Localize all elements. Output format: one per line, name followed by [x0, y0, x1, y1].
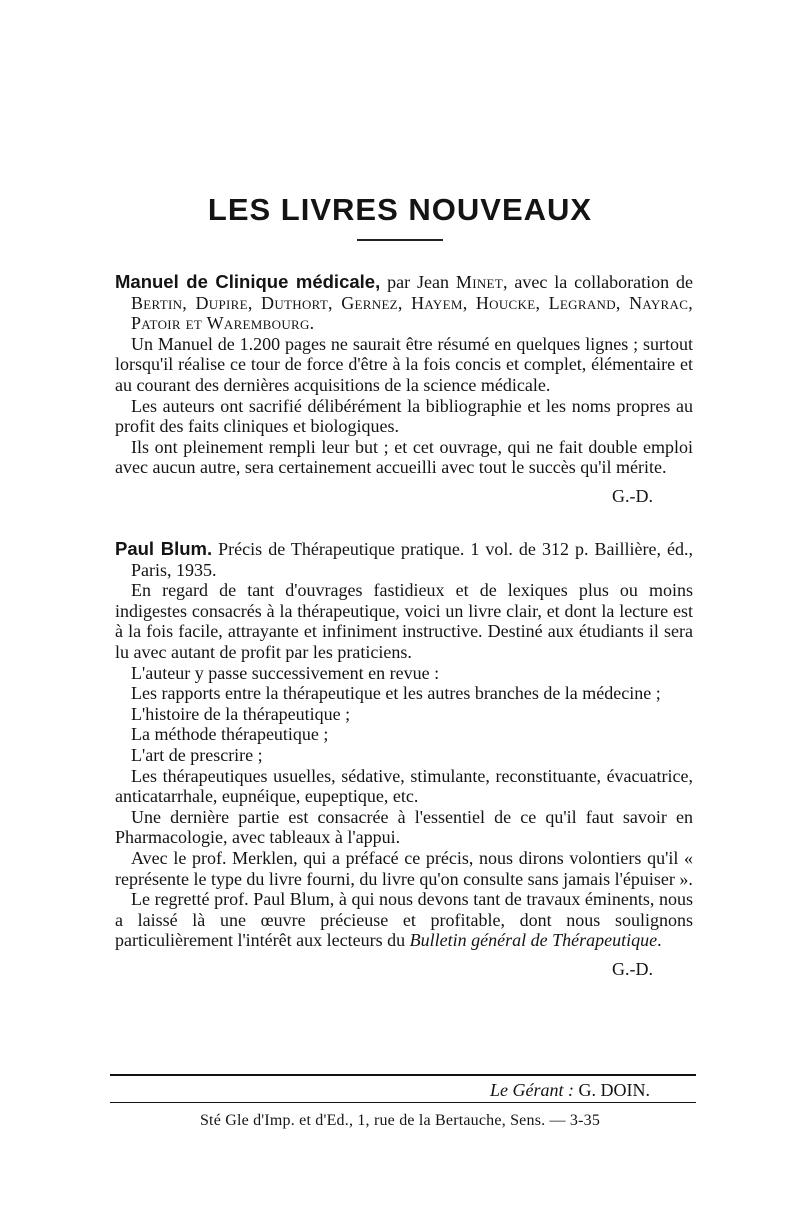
list-item: Les rapports entre la thérapeutique et les autres branches de la médecine ;	[131, 683, 661, 704]
review-minet	[115, 272, 693, 507]
collab-text: , avec la collaboration de	[503, 272, 693, 292]
gerant-line	[490, 1080, 650, 1101]
book-citation: Précis de Thérapeutique pratique. 1 vol. de 312 p. Baillière, éd., Paris, 1935.	[131, 539, 693, 580]
footer-rule-thin	[110, 1102, 696, 1103]
by-text: par Jean	[380, 272, 456, 292]
list-item: L'art de prescrire ;	[131, 744, 263, 765]
review-signature: G.-D.	[612, 485, 653, 506]
printer-imprint: Sté Gle d'Imp. et d'Ed., 1, rue de la Bertauche, Sens. — 3-35	[199, 1112, 601, 1129]
coauthors: Bertin, Dupire, Duthort, Gernez, Hayem, Houcke, Legrand, Nayrac, Patoir et Warembourg.	[131, 292, 693, 334]
main-author: Minet	[455, 272, 503, 292]
review-paragraph	[115, 889, 693, 951]
review-heading	[115, 272, 693, 334]
review-paragraph: En regard de tant d'ouvrages fastidieux et de lexiques plus ou moins indigestes consacrés à la thérapeutique, voici un livre clair, et dont la lecture est à la fois facile, attrayante et infiniment instructive. Destiné aux étudiants il sera lu avec autant de profit par les praticiens.	[115, 580, 693, 662]
list-item: Les thérapeutiques usuelles, sédative, stimulante, reconstituante, évacuatrice, anticatarrhale, eupnéique, eupeptique, etc.	[115, 765, 693, 807]
page-title: LES LIVRES NOUVEAUX	[207, 192, 593, 227]
review-paragraph: Un Manuel de 1.200 pages ne saurait être résumé en quelques lignes ; surtout lorsqu'il réalise ce tour de force d'être à la fois concis et complet, élémentaire et au courant des dernières acquisitions de la science médicale.	[115, 333, 693, 395]
list-item: L'histoire de la thérapeutique ;	[131, 703, 351, 724]
title-divider	[357, 239, 443, 241]
gerant-label: Le Gérant :	[490, 1080, 574, 1100]
book-author: Paul Blum.	[115, 538, 213, 559]
review-paragraph: Ils ont pleinement rempli leur but ; et cet ouvrage, qui ne fait double emploi avec aucun autre, sera certainement accueilli avec tout le succès qu'il mérite.	[115, 436, 693, 478]
closing-text: Le regretté prof. Paul Blum, à qui nous devons tant de travaux éminents, nous a laissé là une œuvre précieuse et profitable, dont nous soulignons particulièrement l'intérêt aux lecteurs du	[115, 889, 693, 951]
review-paragraph: Une dernière partie est consacrée à l'essentiel de ce qu'il faut savoir en Pharmacologie, avec tableaux à l'appui.	[115, 806, 693, 848]
footer-rule	[110, 1074, 696, 1076]
journal-title: Bulletin général de Thérapeutique	[409, 930, 658, 951]
review-paragraph: Avec le prof. Merklen, qui a préfacé ce précis, nous dirons volontiers qu'il « représente le type du livre fourni, du livre qu'on consulte sans jamais l'épuiser ».	[115, 847, 693, 889]
review-blum	[115, 539, 693, 979]
review-paragraph: L'auteur y passe successivement en revue :	[131, 662, 440, 683]
book-title: Manuel de Clinique médicale,	[115, 271, 381, 292]
review-paragraph: Les auteurs ont sacrifié délibérément la bibliographie et les noms propres au profit des faits cliniques et biologiques.	[115, 395, 693, 437]
closing-punctuation: .	[657, 930, 662, 951]
gerant-name: G. DOIN.	[574, 1080, 650, 1100]
review-heading	[115, 539, 693, 580]
list-item: La méthode thérapeutique ;	[131, 724, 329, 745]
review-signature: G.-D.	[612, 958, 653, 979]
